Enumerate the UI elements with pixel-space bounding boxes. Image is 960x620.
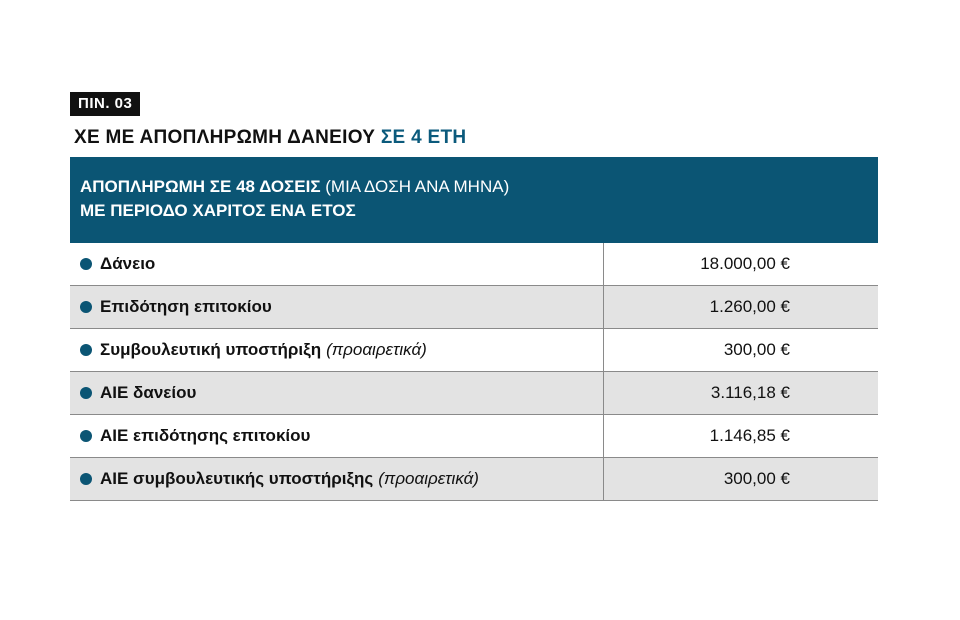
table-title-accent: ΣΕ 4 ΕΤΗ bbox=[380, 127, 467, 148]
row-note: (προαιρετικά) bbox=[326, 340, 427, 359]
row-label-cell bbox=[70, 243, 604, 285]
table-title-main: ΧΕ ΜΕ ΑΠΟΠΛΗΡΩΜΗ ΔΑΝΕΙΟΥ bbox=[74, 127, 381, 148]
header-line-1 bbox=[80, 175, 868, 199]
table-number-badge: ΠΙΝ. 03 bbox=[70, 92, 140, 116]
table-header bbox=[70, 157, 878, 243]
table-row bbox=[70, 415, 878, 458]
bullet-icon bbox=[80, 258, 92, 270]
row-value: 300,00 € bbox=[723, 469, 790, 488]
table-row bbox=[70, 458, 878, 501]
loan-table bbox=[70, 157, 878, 501]
row-value: 18.000,00 € bbox=[700, 254, 790, 273]
table-row bbox=[70, 329, 878, 372]
table-row bbox=[70, 286, 878, 329]
row-label: ΑΙΕ επιδότησης επιτοκίου bbox=[100, 426, 311, 445]
table-row bbox=[70, 372, 878, 415]
row-label-cell bbox=[70, 415, 604, 457]
table-row bbox=[70, 243, 878, 286]
row-label: ΑΙΕ δανείου bbox=[100, 383, 197, 402]
row-label: ΑΙΕ συμβουλευτικής υποστήριξης bbox=[100, 469, 374, 488]
row-value: 3.116,18 € bbox=[710, 383, 790, 402]
row-label: Δάνειο bbox=[100, 254, 156, 273]
bullet-icon bbox=[80, 301, 92, 313]
bullet-icon bbox=[80, 344, 92, 356]
bullet-icon bbox=[80, 430, 92, 442]
row-value: 1.260,00 € bbox=[709, 297, 790, 316]
header-line-1-light: (ΜΙΑ ΔΟΣΗ ΑΝΑ ΜΗΝΑ) bbox=[325, 177, 510, 196]
row-label-cell bbox=[70, 372, 604, 414]
row-label: Συμβουλευτική υποστήριξη bbox=[100, 340, 322, 359]
row-value: 1.146,85 € bbox=[709, 426, 790, 445]
header-line-1-bold: ΑΠΟΠΛΗΡΩΜΗ ΣΕ 48 ΔΟΣΕΙΣ bbox=[80, 177, 326, 196]
table-title bbox=[74, 127, 466, 149]
bullet-icon bbox=[80, 387, 92, 399]
bullet-icon bbox=[80, 473, 92, 485]
header-line-2: ΜΕ ΠΕΡΙΟΔΟ ΧΑΡΙΤΟΣ ΕΝΑ ΕΤΟΣ bbox=[80, 201, 356, 220]
row-label-cell bbox=[70, 458, 604, 500]
row-label-cell bbox=[70, 329, 604, 371]
row-note: (προαιρετικά) bbox=[378, 469, 479, 488]
row-value: 300,00 € bbox=[723, 340, 790, 359]
row-label-cell bbox=[70, 286, 604, 328]
row-label: Επιδότηση επιτοκίου bbox=[100, 297, 272, 316]
